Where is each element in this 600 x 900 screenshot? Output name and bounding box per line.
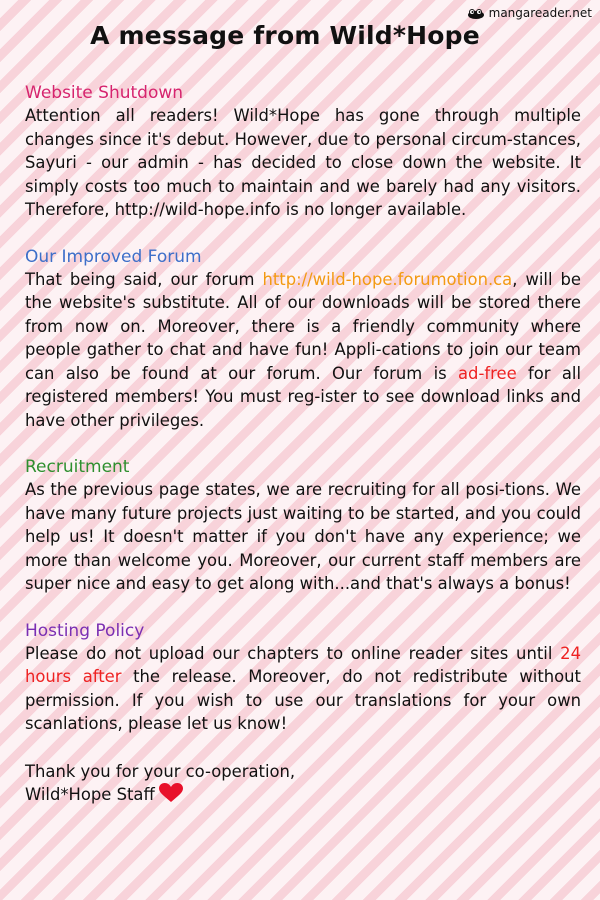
section-text bbox=[25, 268, 581, 433]
watermark bbox=[466, 6, 592, 20]
section-recruitment bbox=[25, 456, 581, 596]
text-segment: , will be the website's substitute. All of our downloads will be stored there from now on. Moreover, there is a friendly community where people gather to chat and have fun! Appli-cations to join our team can also be found at our forum. Our forum is bbox=[25, 269, 581, 383]
section-heading: Recruitment bbox=[25, 457, 130, 477]
section-website-shutdown bbox=[25, 82, 581, 222]
time-highlight: 24 hours after bbox=[25, 643, 581, 686]
closing-signature bbox=[25, 783, 581, 807]
closing bbox=[25, 760, 581, 807]
forum-link[interactable]: http://wild-hope.forumotion.ca bbox=[262, 269, 513, 289]
mangareader-logo-icon bbox=[466, 7, 486, 20]
message-body bbox=[25, 82, 581, 807]
section-text: As the previous page states, we are recruiting for all posi-tions. We have many future projects just waiting to be started, and you could help us! It doesn't matter if you don't have any experience; we more than welcome you. Moreover, our current staff members are super nice and easy to get along with...and that's always a bonus! bbox=[25, 480, 581, 593]
closing-thanks: Thank you for your co-operation, bbox=[25, 761, 296, 781]
section-text: Attention all readers! Wild*Hope has gone through multiple changes since it's debut. However, due to personal circum-stances, Sayuri - our admin - has decided to close down the website. It simply costs too much to maintain and we barely had any visitors. Therefore, http://wild-hope.info is no longer available. bbox=[25, 106, 581, 219]
section-heading: Our Improved Forum bbox=[25, 246, 202, 267]
text-segment: the release. Moreover, do not redistribute without permission. If you wish to use our translations for your own scanlations, please let us know! bbox=[25, 667, 581, 733]
page-title: A message from Wild*Hope bbox=[90, 21, 480, 50]
section-improved-forum bbox=[25, 246, 581, 433]
text-segment: That being said, our forum bbox=[25, 269, 263, 289]
heart-icon bbox=[159, 783, 183, 803]
section-text bbox=[25, 642, 581, 736]
section-heading: Hosting Policy bbox=[25, 620, 145, 641]
watermark-text: mangareader.net bbox=[488, 6, 592, 20]
section-heading: Website Shutdown bbox=[25, 83, 184, 103]
text-segment: Please do not upload our chapters to online reader sites until bbox=[25, 643, 561, 663]
signature-text: Wild*Hope Staff bbox=[25, 785, 155, 804]
ad-free-highlight: ad-free bbox=[458, 363, 517, 383]
section-hosting-policy bbox=[25, 620, 581, 736]
text-segment: for all registered members! You must reg-ister to see download links and have other privileges. bbox=[25, 363, 582, 430]
